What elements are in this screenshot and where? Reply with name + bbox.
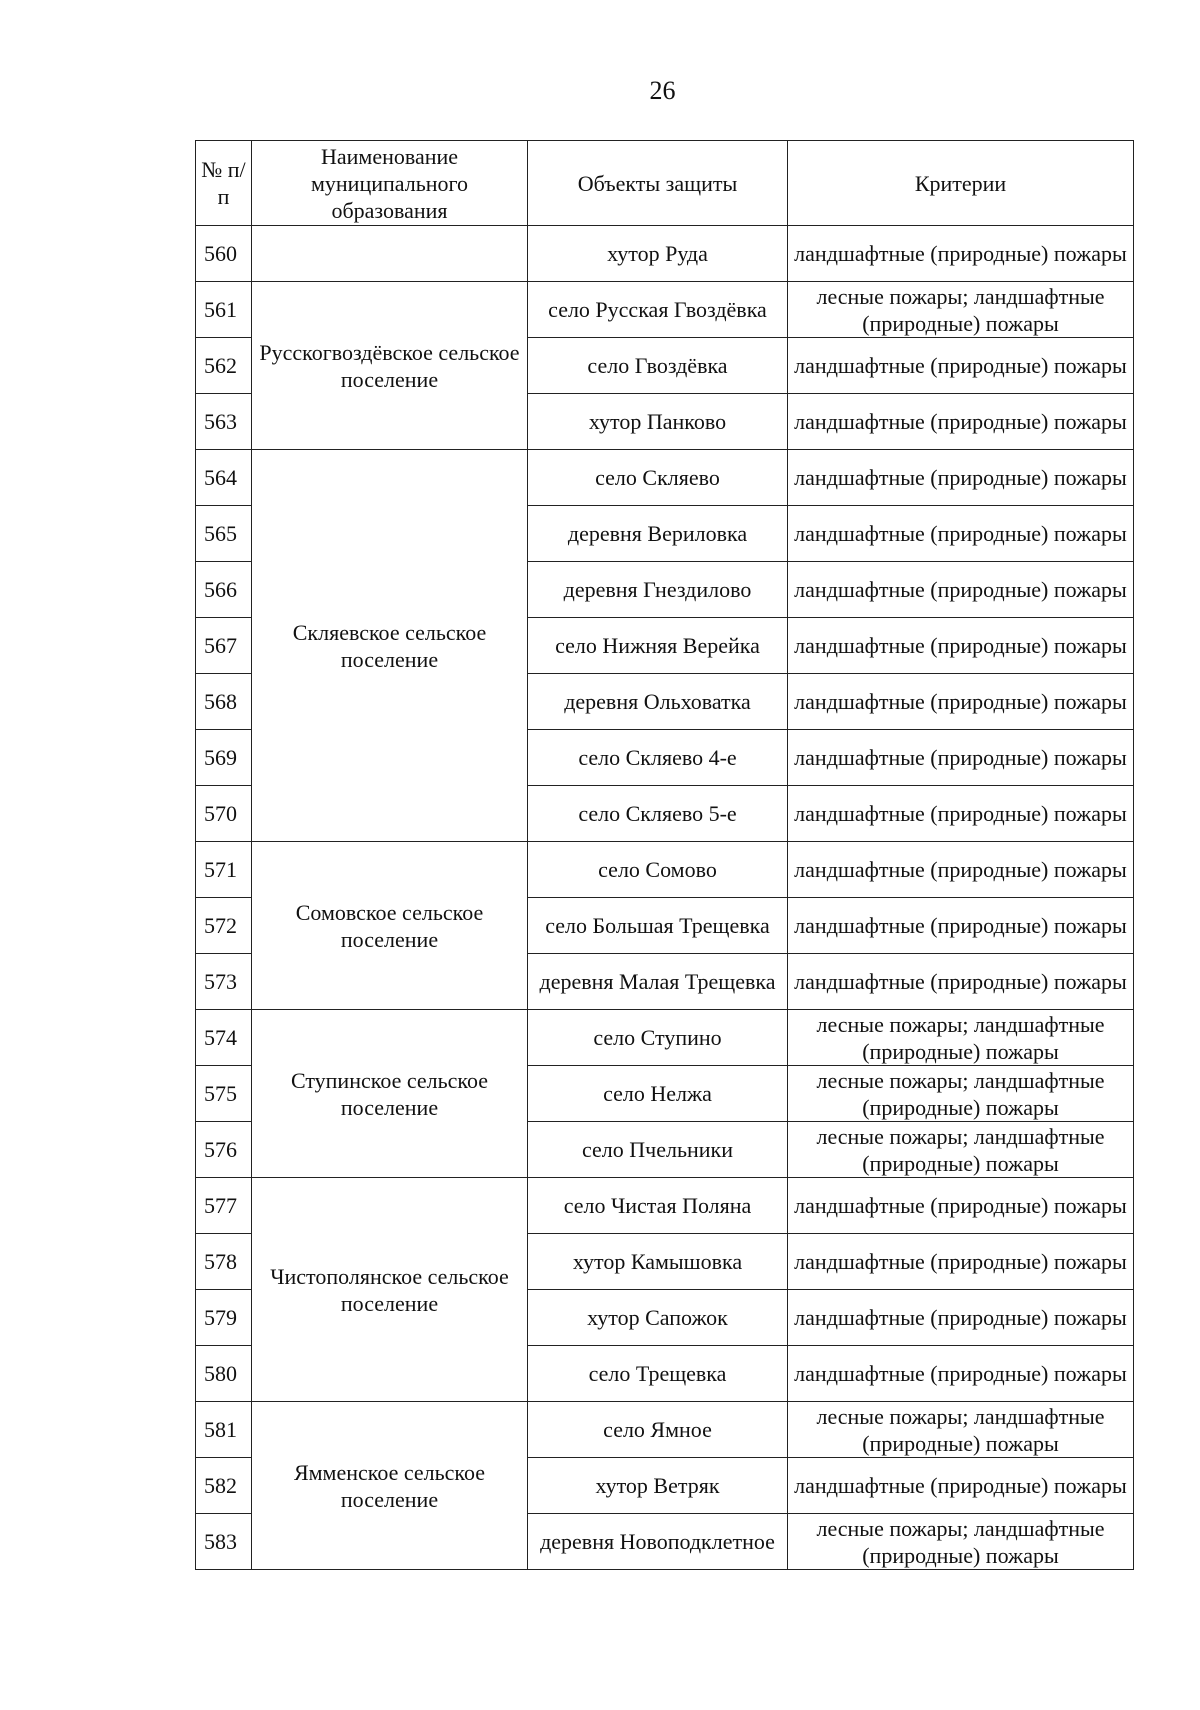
protection-object: село Чистая Поляна bbox=[528, 1178, 788, 1234]
protection-object: село Нелжа bbox=[528, 1066, 788, 1122]
criteria: ландшафтные (природные) пожары bbox=[788, 786, 1134, 842]
criteria: ландшафтные (природные) пожары bbox=[788, 1290, 1134, 1346]
protection-object: село Скляево 4-е bbox=[528, 730, 788, 786]
criteria: ландшафтные (природные) пожары bbox=[788, 226, 1134, 282]
row-number: 572 bbox=[196, 898, 252, 954]
protection-object: село Трещевка bbox=[528, 1346, 788, 1402]
criteria: лесные пожары; ландшафтные (природные) пожары bbox=[788, 1402, 1134, 1458]
table-row bbox=[196, 1010, 1134, 1066]
criteria: ландшафтные (природные) пожары bbox=[788, 338, 1134, 394]
protection-object: село Скляево 5-е bbox=[528, 786, 788, 842]
row-number: 574 bbox=[196, 1010, 252, 1066]
protection-object: село Сомово bbox=[528, 842, 788, 898]
protection-object: деревня Новоподклетное bbox=[528, 1514, 788, 1570]
protection-object: деревня Гнездилово bbox=[528, 562, 788, 618]
row-number: 567 bbox=[196, 618, 252, 674]
criteria: ландшафтные (природные) пожары bbox=[788, 394, 1134, 450]
criteria: ландшафтные (природные) пожары bbox=[788, 674, 1134, 730]
municipality-name bbox=[252, 226, 528, 282]
municipality-name: Скляевское сельское поселение bbox=[252, 450, 528, 842]
protection-object: хутор Руда bbox=[528, 226, 788, 282]
protection-object: село Ступино bbox=[528, 1010, 788, 1066]
protection-object: хутор Сапожок bbox=[528, 1290, 788, 1346]
row-number: 580 bbox=[196, 1346, 252, 1402]
row-number: 568 bbox=[196, 674, 252, 730]
table-row bbox=[196, 282, 1134, 338]
criteria: лесные пожары; ландшафтные (природные) пожары bbox=[788, 1010, 1134, 1066]
table-row bbox=[196, 226, 1134, 282]
row-number: 565 bbox=[196, 506, 252, 562]
header-municipality: Наименование муниципального образования bbox=[252, 141, 528, 226]
municipality-name: Русскогвоздёвское сельское поселение bbox=[252, 282, 528, 450]
protection-object: село Гвоздёвка bbox=[528, 338, 788, 394]
criteria: ландшафтные (природные) пожары bbox=[788, 730, 1134, 786]
protection-object: село Большая Трещевка bbox=[528, 898, 788, 954]
table-row bbox=[196, 450, 1134, 506]
criteria: ландшафтные (природные) пожары bbox=[788, 450, 1134, 506]
row-number: 576 bbox=[196, 1122, 252, 1178]
row-number: 569 bbox=[196, 730, 252, 786]
municipality-name: Ступинское сельское поселение bbox=[252, 1010, 528, 1178]
protection-object: село Ямное bbox=[528, 1402, 788, 1458]
criteria: ландшафтные (природные) пожары bbox=[788, 562, 1134, 618]
criteria: ландшафтные (природные) пожары bbox=[788, 618, 1134, 674]
municipality-name: Чистополянское сельское поселение bbox=[252, 1178, 528, 1402]
criteria: лесные пожары; ландшафтные (природные) пожары bbox=[788, 1066, 1134, 1122]
criteria: ландшафтные (природные) пожары bbox=[788, 954, 1134, 1010]
row-number: 583 bbox=[196, 1514, 252, 1570]
criteria: лесные пожары; ландшафтные (природные) пожары bbox=[788, 1122, 1134, 1178]
protection-object: хутор Ветряк bbox=[528, 1458, 788, 1514]
table-row bbox=[196, 1402, 1134, 1458]
protection-object: деревня Малая Трещевка bbox=[528, 954, 788, 1010]
table-row bbox=[196, 842, 1134, 898]
row-number: 564 bbox=[196, 450, 252, 506]
protection-object: хутор Камышовка bbox=[528, 1234, 788, 1290]
table-row bbox=[196, 1178, 1134, 1234]
row-number: 570 bbox=[196, 786, 252, 842]
header-number: № п/п bbox=[196, 141, 252, 226]
protection-object: деревня Ольховатка bbox=[528, 674, 788, 730]
criteria: ландшафтные (природные) пожары bbox=[788, 1234, 1134, 1290]
table-body bbox=[196, 226, 1134, 1570]
protection-object: деревня Вериловка bbox=[528, 506, 788, 562]
row-number: 575 bbox=[196, 1066, 252, 1122]
protection-object: село Пчельники bbox=[528, 1122, 788, 1178]
row-number: 566 bbox=[196, 562, 252, 618]
criteria: ландшафтные (природные) пожары bbox=[788, 1178, 1134, 1234]
criteria: лесные пожары; ландшафтные (природные) пожары bbox=[788, 282, 1134, 338]
row-number: 560 bbox=[196, 226, 252, 282]
row-number: 578 bbox=[196, 1234, 252, 1290]
criteria: ландшафтные (природные) пожары bbox=[788, 898, 1134, 954]
row-number: 581 bbox=[196, 1402, 252, 1458]
protection-objects-table bbox=[195, 140, 1134, 1570]
row-number: 582 bbox=[196, 1458, 252, 1514]
criteria: ландшафтные (природные) пожары bbox=[788, 506, 1134, 562]
row-number: 577 bbox=[196, 1178, 252, 1234]
table-header-row bbox=[196, 141, 1134, 226]
row-number: 561 bbox=[196, 282, 252, 338]
protection-object: хутор Панково bbox=[528, 394, 788, 450]
criteria: лесные пожары; ландшафтные (природные) пожары bbox=[788, 1514, 1134, 1570]
header-objects: Объекты защиты bbox=[528, 141, 788, 226]
row-number: 571 bbox=[196, 842, 252, 898]
row-number: 579 bbox=[196, 1290, 252, 1346]
row-number: 573 bbox=[196, 954, 252, 1010]
header-criteria: Критерии bbox=[788, 141, 1134, 226]
municipality-name: Ямменское сельское поселение bbox=[252, 1402, 528, 1570]
page-number: 26 bbox=[649, 76, 676, 105]
protection-object: село Нижняя Верейка bbox=[528, 618, 788, 674]
row-number: 563 bbox=[196, 394, 252, 450]
criteria: ландшафтные (природные) пожары bbox=[788, 842, 1134, 898]
criteria: ландшафтные (природные) пожары bbox=[788, 1346, 1134, 1402]
criteria: ландшафтные (природные) пожары bbox=[788, 1458, 1134, 1514]
protection-object: село Русская Гвоздёвка bbox=[528, 282, 788, 338]
row-number: 562 bbox=[196, 338, 252, 394]
municipality-name: Сомовское сельское поселение bbox=[252, 842, 528, 1010]
protection-object: село Скляево bbox=[528, 450, 788, 506]
